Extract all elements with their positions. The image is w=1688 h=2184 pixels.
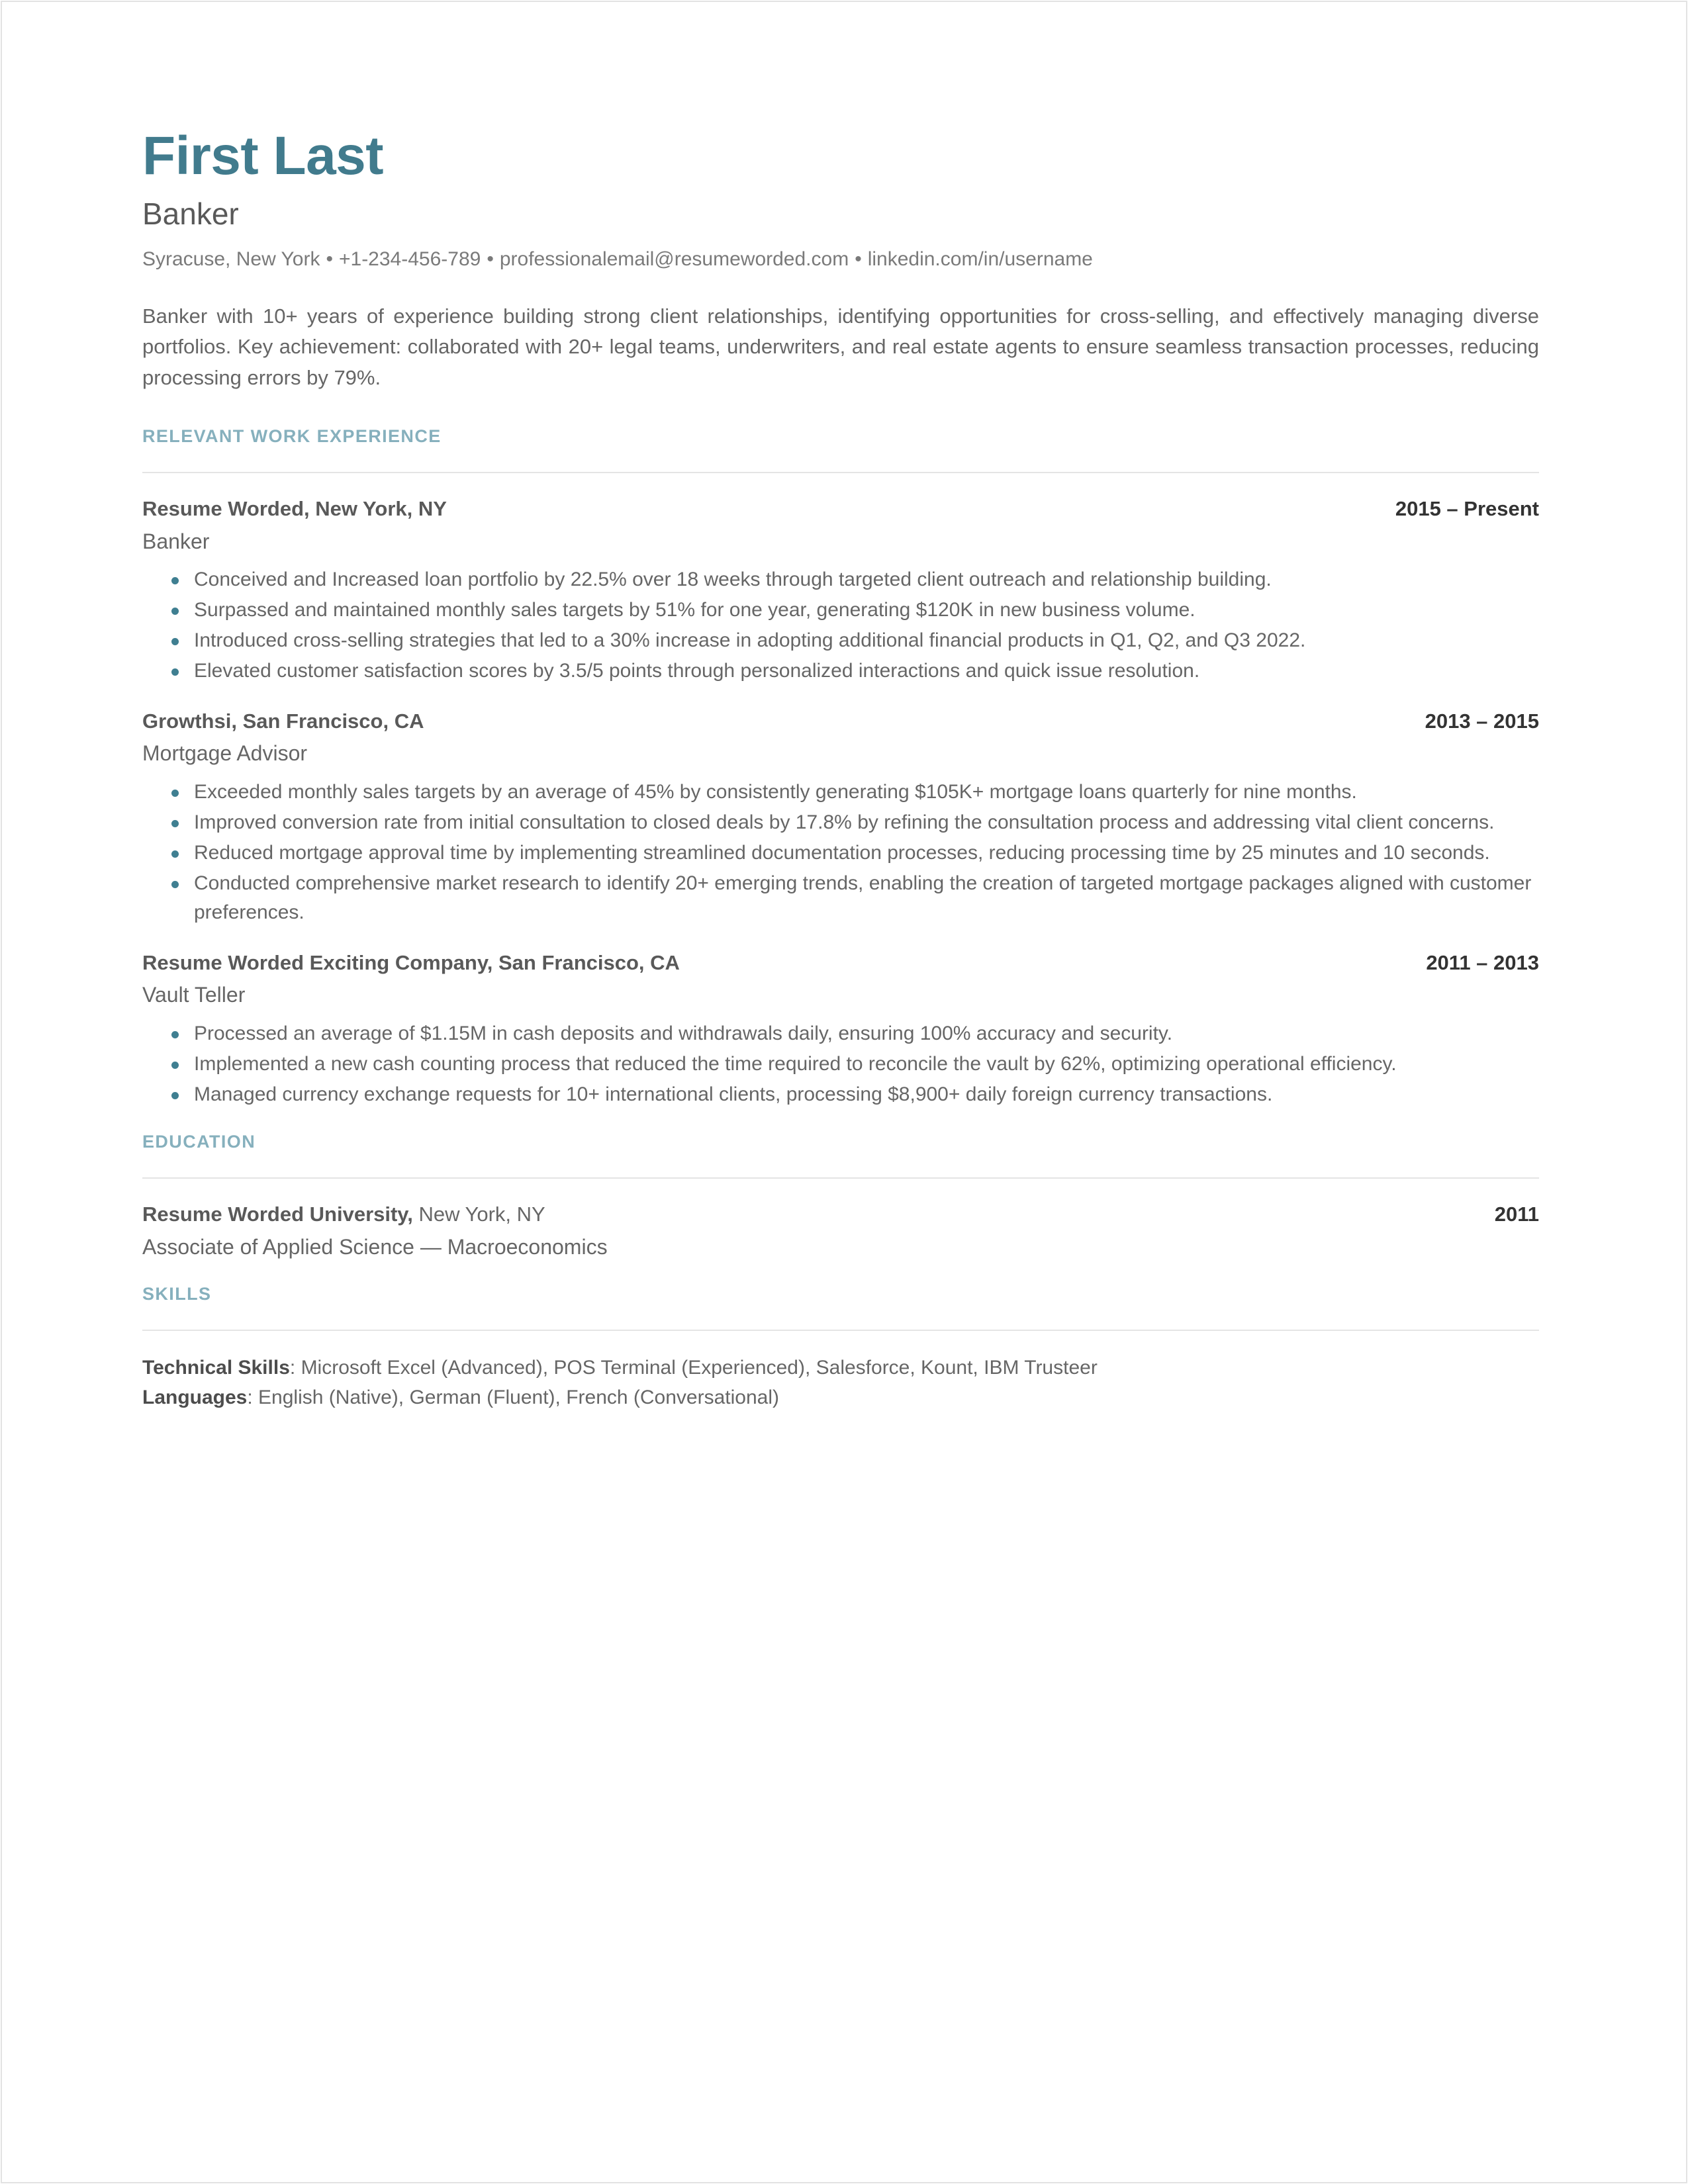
skills-label: Languages <box>142 1386 248 1408</box>
experience-bullet-list <box>142 565 1539 686</box>
experience-role: Banker <box>142 529 210 553</box>
experience-bullet: Introduced cross-selling strategies that led to a 30% increase in adopting additional financial products in Q1, Q2, and Q3 2022. <box>142 626 1539 655</box>
professional-summary: Banker with 10+ years of experience building strong client relationships, identifying opportunities for cross-selling, and effectively managing diverse portfolios. Key achievement: collaborated with 20+ legal teams, underwriters, and real estate agents to ensure seamless transaction processes, reducing processing errors by 79%. <box>142 304 1539 389</box>
section-divider-experience <box>142 472 1539 473</box>
education-degree: Associate of Applied Science — Macroeconomics <box>142 1235 608 1259</box>
section-education <box>142 1132 1539 1261</box>
experience-organization: Resume Worded, New York, NY <box>142 497 447 521</box>
skills-label: Technical Skills <box>142 1357 290 1379</box>
contact-phone[interactable]: +1-234-456-789 <box>338 248 481 271</box>
experience-bullet: Processed an average of $1.15M in cash deposits and withdrawals daily, ensuring 100% accuracy and security. <box>142 1019 1539 1048</box>
education-entry <box>142 1201 1539 1261</box>
section-title-skills: SKILLS <box>142 1284 212 1304</box>
experience-bullet: Implemented a new cash counting process that reduced the time required to reconcile the vault by 62%, optimizing operational efficiency. <box>142 1050 1539 1079</box>
education-entry-header <box>142 1201 1539 1228</box>
experience-dates: 2011 – 2013 <box>1426 951 1539 975</box>
experience-dates: 2015 – Present <box>1395 497 1539 521</box>
contact-email[interactable]: professionalemail@resumeworded.com <box>499 248 849 271</box>
education-school-name: Resume Worded University, <box>142 1202 413 1226</box>
contact-location: Syracuse, New York <box>142 248 320 271</box>
experience-bullet: Conceived and Increased loan portfolio by 22.5% over 18 weeks through targeted client outreach and relationship building. <box>142 565 1539 594</box>
experience-role: Mortgage Advisor <box>142 741 308 766</box>
section-title-experience: RELEVANT WORK EXPERIENCE <box>142 426 442 447</box>
candidate-name: First Last <box>142 126 384 186</box>
experience-organization: Growthsi, San Francisco, CA <box>142 709 424 733</box>
section-skills <box>142 1284 1539 1412</box>
experience-entry <box>142 708 1539 927</box>
experience-bullet: Exceeded monthly sales targets by an average of 45% by consistently generating $105K+ mortgage loans quarterly for nine months. <box>142 778 1539 807</box>
experience-bullet: Managed currency exchange requests for 10+ international clients, processing $8,900+ daily foreign currency transactions. <box>142 1080 1539 1109</box>
experience-bullet: Elevated customer satisfaction scores by 3.5/5 points through personalized interactions and quick issue resolution. <box>142 657 1539 686</box>
section-experience <box>142 426 1539 1109</box>
experience-entry-header <box>142 496 1539 522</box>
contact-separator-3: • <box>855 248 862 271</box>
experience-bullet: Conducted comprehensive market research to identify 20+ emerging trends, enabling the creation of targeted mortgage packages aligned with customer preferences. <box>142 869 1539 927</box>
skills-line <box>142 1353 1539 1383</box>
experience-bullet: Improved conversion rate from initial consultation to closed deals by 17.8% by refining the consultation process and addressing vital client concerns. <box>142 808 1539 837</box>
experience-organization: Resume Worded Exciting Company, San Francisco, CA <box>142 951 680 975</box>
resume-header <box>142 126 1539 393</box>
skills-line <box>142 1383 1539 1412</box>
skills-separator: : <box>289 1357 301 1379</box>
experience-entry-header <box>142 708 1539 735</box>
education-school <box>142 1201 545 1228</box>
contact-separator-1: • <box>326 248 333 271</box>
experience-bullet: Surpassed and maintained monthly sales targets by 51% for one year, generating $120K in new business volume. <box>142 596 1539 625</box>
skills-value: Microsoft Excel (Advanced), POS Terminal (Experienced), Salesforce, Kount, IBM Trusteer <box>301 1357 1098 1379</box>
contact-linkedin[interactable]: linkedin.com/in/username <box>867 248 1093 271</box>
section-title-education: EDUCATION <box>142 1131 256 1152</box>
contact-separator-2: • <box>487 248 494 271</box>
experience-bullet: Reduced mortgage approval time by implementing streamlined documentation processes, reducing processing time by 25 minutes and 10 seconds. <box>142 839 1539 868</box>
section-divider-skills <box>142 1330 1539 1331</box>
section-divider-education <box>142 1177 1539 1179</box>
skills-value: English (Native), German (Fluent), French (Conversational) <box>258 1386 779 1408</box>
experience-dates: 2013 – 2015 <box>1425 709 1539 733</box>
experience-entry-header <box>142 950 1539 976</box>
experience-bullet-list <box>142 778 1539 927</box>
education-dates: 2011 <box>1494 1202 1539 1226</box>
experience-entry <box>142 496 1539 686</box>
contact-line <box>142 247 1539 272</box>
experience-bullet-list <box>142 1019 1539 1109</box>
resume-content <box>142 126 1539 1412</box>
experience-role: Vault Teller <box>142 983 246 1007</box>
education-school-location: New York, NY <box>412 1202 545 1226</box>
experience-entry <box>142 950 1539 1109</box>
candidate-headline: Banker <box>142 197 239 231</box>
skills-separator: : <box>247 1386 259 1408</box>
